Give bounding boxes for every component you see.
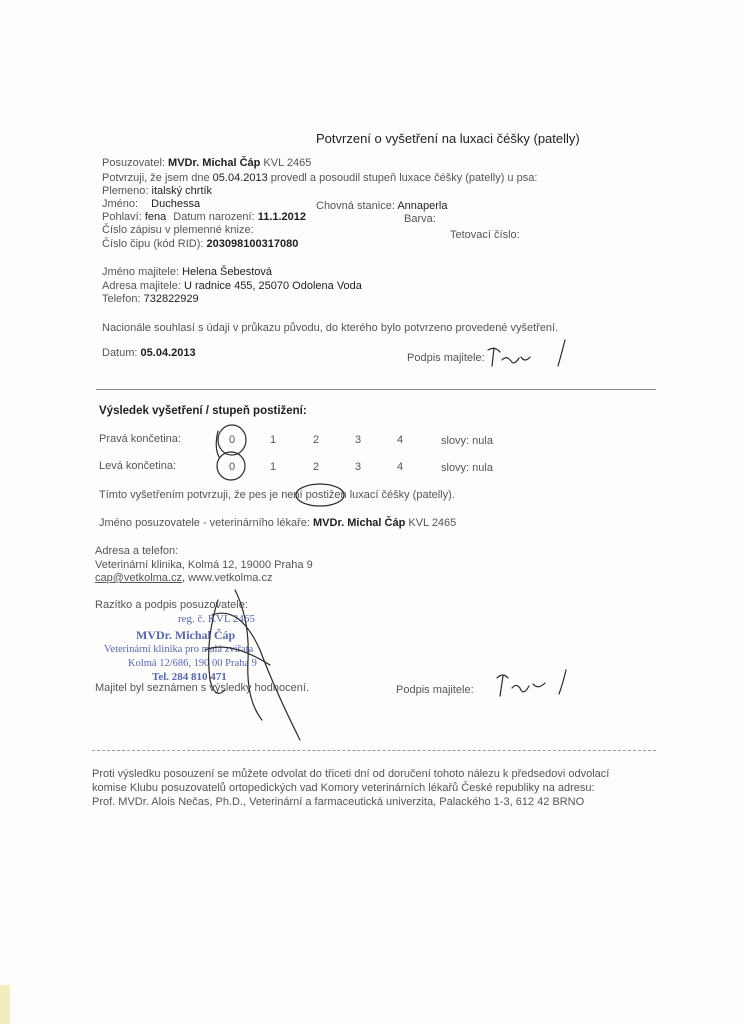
owner-address-line xyxy=(102,280,362,292)
statement-line xyxy=(99,489,455,501)
owner-name-value: Helena Šebestová xyxy=(182,266,273,278)
confirm-line xyxy=(102,172,537,184)
stamp-label: Razítko a podpis posuzovatele: xyxy=(95,599,248,611)
sex-line xyxy=(102,211,306,223)
dog-name-value: Duchessa xyxy=(151,198,201,210)
evaluator-name: MVDr. Michal Čáp xyxy=(168,157,261,169)
appeal-line-2: komise Klubu posuzovatelů ortopedických vad Komory veterinárních lékařů České republiky na adresu: xyxy=(92,782,595,794)
color-label: Barva: xyxy=(404,213,436,225)
owner-address-value: U radnice 455, 25070 Odolena Voda xyxy=(183,280,362,292)
stamp-clinic-line: Veterinární klinika pro malá zvířata xyxy=(104,644,254,655)
section-divider-top xyxy=(96,389,656,390)
left-grade-2: 2 xyxy=(312,461,320,473)
chip-label: Číslo čipu (kód RID): xyxy=(102,238,204,250)
owner-informed-text: Majitel byl seznámen s výsledky hodnocení. xyxy=(95,682,309,694)
date-line xyxy=(102,347,196,359)
consent-text: Nacionále souhlasí s údaji v průkazu původu, do kterého bylo potvrzeno provedené vyšetření. xyxy=(102,322,559,334)
owner-name-line xyxy=(102,266,272,278)
left-grade-words: slovy: nula xyxy=(441,462,493,474)
vet-name: MVDr. Michal Čáp xyxy=(313,517,406,529)
evaluator-label: Posuzovatel: xyxy=(102,157,165,169)
left-grade-0: 0 xyxy=(228,461,236,473)
scan-edge-mark xyxy=(0,985,10,1024)
right-grade-4: 4 xyxy=(396,434,404,446)
right-leg-label: Pravá končetina: xyxy=(99,433,181,445)
owner-name-label: Jméno majitele: xyxy=(102,266,180,278)
breed-label: Plemeno: xyxy=(102,185,149,197)
appeal-line-1: Proti výsledku posouzení se můžete odvolat do třiceti dní od doručení tohoto nálezu k předsedovi odvolací xyxy=(92,768,610,780)
chip-line xyxy=(102,238,298,250)
contact-line: Veterinární klinika, Kolmá 12, 19000 Praha 9 xyxy=(95,559,313,571)
kennel-value: Annaperla xyxy=(397,200,448,212)
appeal-line-3: Prof. MVDr. Alois Nečas, Ph.D., Veterinární a farmaceutická univerzita, Palackého 1-3, 612 42 BRNO xyxy=(92,796,585,808)
left-grade-1: 1 xyxy=(269,461,277,473)
studbook-label: Číslo zápisu v plemenné knize: xyxy=(102,224,254,236)
right-grade-3: 3 xyxy=(354,434,362,446)
owner-signature-bottom xyxy=(497,670,566,696)
confirm-prefix: Potvrzuji, že jsem dne xyxy=(102,172,210,184)
kennel-label: Chovná stanice: xyxy=(316,200,395,212)
date-label: Datum: xyxy=(102,347,138,359)
section-divider-bottom xyxy=(92,750,656,751)
evaluator-code: KVL 2465 xyxy=(263,157,312,169)
evaluator-line xyxy=(102,157,311,169)
right-grade-0: 0 xyxy=(228,434,236,446)
owner-signature-label-top: Podpis majitele: xyxy=(407,352,485,364)
circle-connector xyxy=(216,431,219,457)
sex-value: fena xyxy=(144,211,167,223)
date-value: 05.04.2013 xyxy=(140,347,196,359)
owner-signature-label-bottom: Podpis majitele: xyxy=(396,684,474,696)
statement-circled: není xyxy=(281,489,303,501)
breed-line xyxy=(102,185,212,197)
vet-line xyxy=(99,517,456,529)
statement-suffix: postižen luxací čéšky (patelly). xyxy=(305,489,455,501)
chip-value: 203098100317080 xyxy=(206,238,299,250)
stamp-reg-line: reg. č. KVL 2465 xyxy=(178,613,255,625)
dog-name-label: Jméno: xyxy=(102,198,139,210)
sex-label: Pohlaví: xyxy=(102,211,142,223)
owner-phone-value: 732822929 xyxy=(143,293,199,305)
birth-value: 11.1.2012 xyxy=(257,211,307,223)
breed-value: italský chrtík xyxy=(151,185,213,197)
dog-name-line xyxy=(102,198,200,210)
contact-web-line xyxy=(95,572,272,584)
contact-heading: Adresa a telefon: xyxy=(95,545,179,557)
statement-prefix: Tímto vyšetřením potvrzuji, že pes je xyxy=(99,489,279,501)
owner-phone-line xyxy=(102,293,199,305)
stamp-phone-line: Tel. 284 810 471 xyxy=(152,671,227,683)
tattoo-label: Tetovací číslo: xyxy=(450,229,520,241)
left-grade-3: 3 xyxy=(354,461,362,473)
owner-address-label: Adresa majitele: xyxy=(102,280,181,292)
right-grade-2: 2 xyxy=(312,434,320,446)
results-heading: Výsledek vyšetření / stupeň postižení: xyxy=(99,405,307,417)
contact-email: cap@vetkolma.cz xyxy=(95,572,182,584)
stamp-vet-name: MVDr. Michal Čáp xyxy=(136,628,236,642)
owner-phone-label: Telefon: xyxy=(102,293,141,305)
stamp-address-line: Kolmá 12/686, 190 00 Praha 9 xyxy=(128,658,257,669)
left-leg-label: Levá končetina: xyxy=(99,460,177,472)
left-grade-4: 4 xyxy=(396,461,404,473)
contact-web: , www.vetkolma.cz xyxy=(181,572,273,584)
birth-label: Datum narození: xyxy=(173,211,255,223)
right-grade-1: 1 xyxy=(269,434,277,446)
kennel-line xyxy=(316,200,448,212)
owner-signature-top xyxy=(488,340,565,366)
vet-label: Jméno posuzovatele - veterinárního lékaře: xyxy=(99,517,310,529)
page-title: Potvrzení o vyšetření na luxaci čéšky (patelly) xyxy=(316,131,580,146)
right-grade-words: slovy: nula xyxy=(441,435,493,447)
vet-code: KVL 2465 xyxy=(408,517,457,529)
confirm-date: 05.04.2013 xyxy=(212,172,268,184)
confirm-suffix: provedl a posoudil stupeň luxace čéšky (patelly) u psa: xyxy=(270,172,538,184)
